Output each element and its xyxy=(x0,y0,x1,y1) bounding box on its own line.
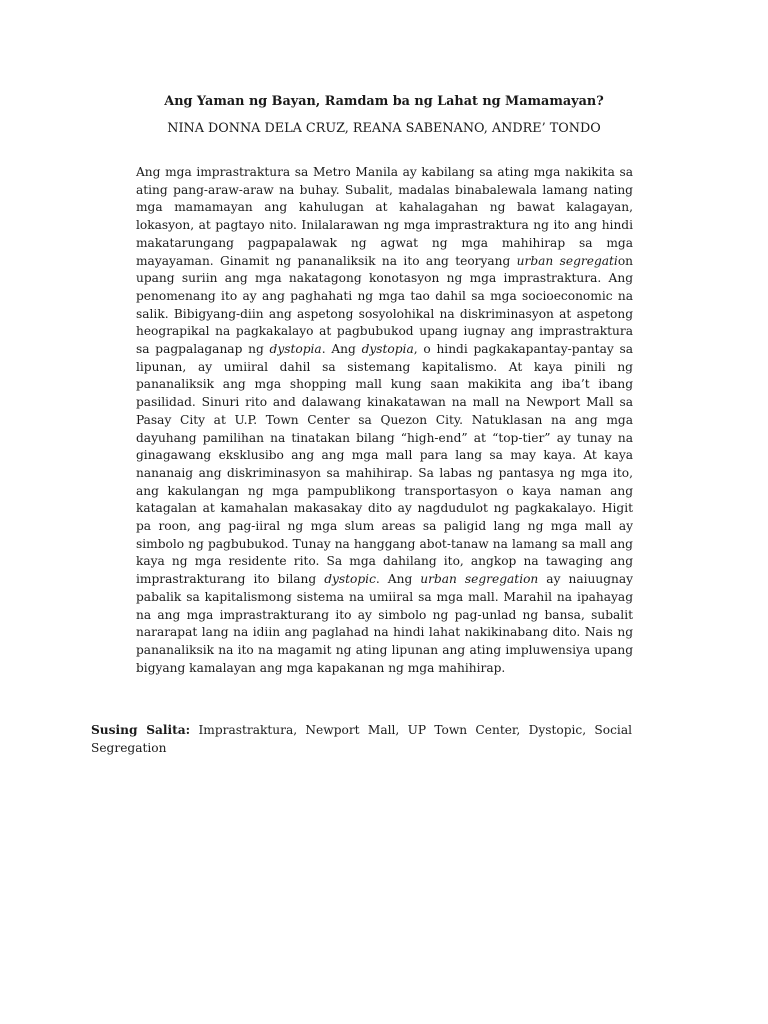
abstract-text-segment: , o hindi pagkakapantay-pantay sa lipunan, ay umiiral dahil sa sistemang kapitalismo. At kaya pinili ng pananaliksik ang mga shopping mall kung saan makikita ang iba’t ibang pasilidad. Sinuri rito and dalawang kinakatawan na mall na Newport Mall sa Pasay City at U.P. Town Center sa Quezon City. Natuklasan na ang mga dayuhang pamilihan na tinatakan bilang “high-end” at “top-tier” ay tunay na ginagawang eksklusibo ang ang mga mall para lang sa may kaya. At kaya nananaig ang diskriminasyon sa mahihirap. Sa labas ng pantasya ng mga ito, ang kakulangan ng mga pampublikong transportasyon o kaya naman ang katagalan at kamahalan makasakay dito ay nagdudulot ng pagkakalayo. Higit pa roon, ang pag-iiral ng mga slum areas sa paligid lang ng mga mall ay simbolo ng pagbubukod. Tunay na hanggang abot-tanaw na lamang sa mall ang kaya ng mga residente rito. Sa mga dahilang ito, angkop na tawaging ang imprastrakturang ito bilang xyxy=(136,342,634,587)
document-title: Ang Yaman ng Bayan, Ramdam ba ng Lahat ng Mamamayan? xyxy=(164,94,604,109)
abstract-italic-term: dystopia xyxy=(269,342,322,357)
abstract-text-segment: Ang mga imprastraktura sa Metro Manila ay kabilang sa ating mga nakikita sa ating pang-araw-araw na buhay. Subalit, madalas binabalewala lamang nating mga mamamayan ang kahulugan at kahalagahan ng bawat kalagayan, lokasyon, at pagtayo nito. Inilalarawan ng mga imprastraktura ng ito ang hindi makatarungang pagpapalawak ng agwat ng mga mahihirap sa mga mayayaman. Ginamit ng pananaliksik na ito ang teoryang xyxy=(136,165,633,268)
abstract-text-segment: . Ang xyxy=(375,572,421,587)
abstract-italic-term: urban segregation xyxy=(420,572,539,587)
abstract-italic-term: urban segregati xyxy=(516,253,618,268)
abstract-italic-term: dystopia xyxy=(361,342,414,357)
abstract-text-segment: on upang suriin ang mga nakatagong konotasyon ng mga imprastraktura. Ang penomenang ito ay ang paghahati ng mga tao dahil sa mga socioeconomic na salik. Bibigyang-diin ang aspetong sosyolohikal na diskriminasyon at aspetong heograpikal na pagkakalayo at pagbubukod upang iugnay ang imprastraktura sa pagpalaganap ng xyxy=(136,253,633,357)
abstract-text-segment: ay naiuugnay pabalik sa kapitalismong sistema na umiiral sa mga mall. Marahil na ipahayag na ang mga imprastrakturang ito ay simbolo ng pag-unlad ng bansa, subalit nararapat lang na idiin ang paglahad na hindi lahat nakikinabang dito. Nais ng pananaliksik na ito na magamit ng ating lipunan ang ating impluwensiya upang bigyang kamalayan ang mga kapakanan ng mga mahihirap. xyxy=(136,572,633,675)
keywords-text: Imprastraktura, Newport Mall, UP Town Center, Dystopic, Social Segregation xyxy=(91,723,632,755)
abstract-italic-term: dystopic xyxy=(324,572,376,587)
abstract-text-segment: . Ang xyxy=(321,342,362,357)
keywords-label: Susing Salita: xyxy=(91,723,191,737)
document-authors: NINA DONNA DELA CRUZ, REANA SABENANO, ANDRE’ TONDO xyxy=(167,121,601,136)
keywords-line xyxy=(91,721,632,757)
abstract-paragraph xyxy=(136,164,633,677)
